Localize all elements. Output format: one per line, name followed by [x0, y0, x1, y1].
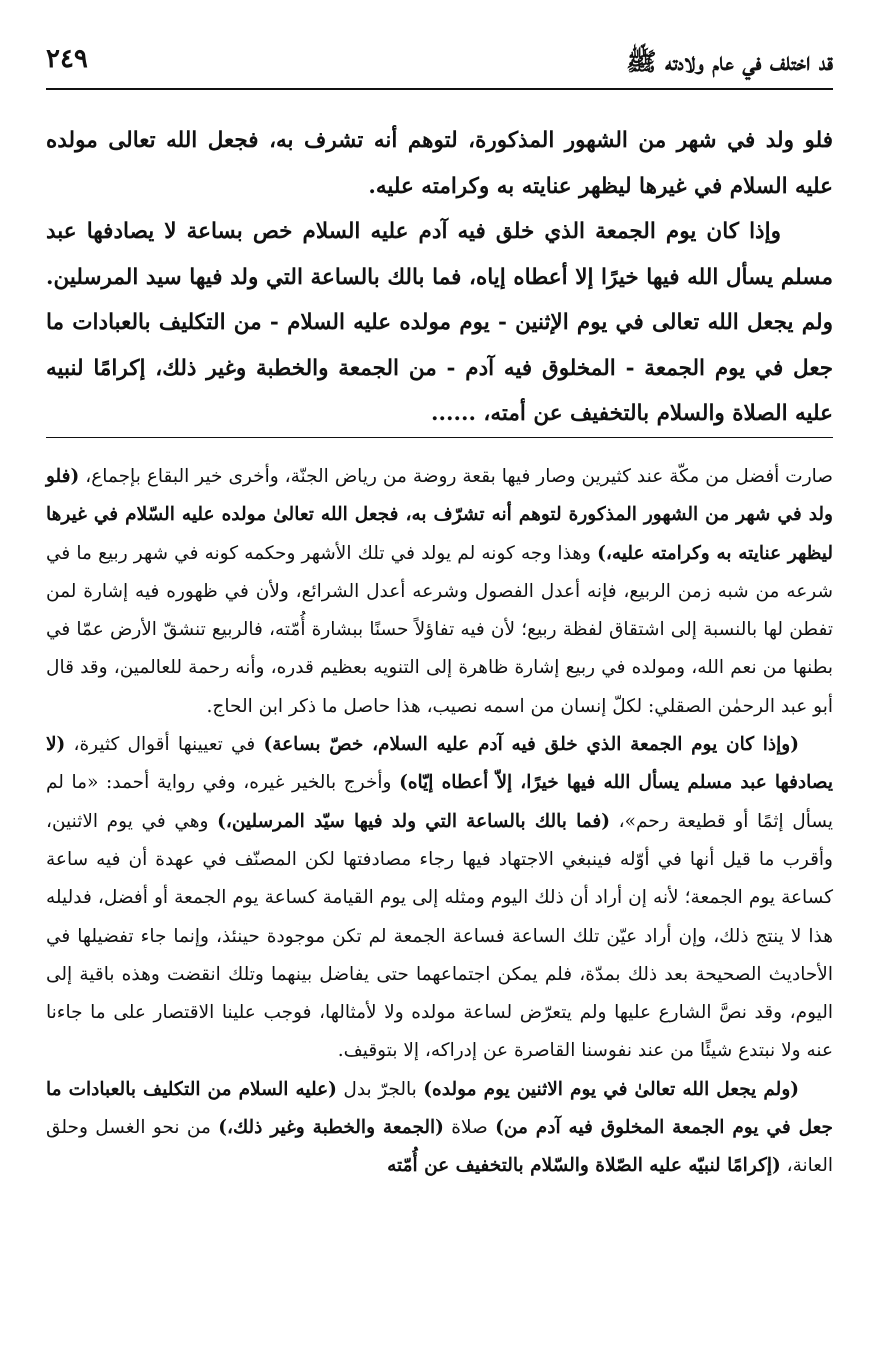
quoted-main-text: (الجمعة والخطبة وغير ذلك،) [218, 1117, 444, 1139]
quoted-main-text: (فلو ولد في شهر من الشهور المذكورة لتوهم أنه تشرّف به، فجعل الله تعالىٰ مولده عليه السّلام في غيرها ليظهر عنايته به وكرامته عليه،) [46, 466, 833, 564]
commentary-paragraph [46, 458, 833, 726]
main-text [46, 118, 833, 437]
running-title: قد اختلف في عام ولادته ﷺ [626, 47, 833, 76]
commentary-text-run: وأخرج بالخير غيره، وفي رواية أحمد: «ما لم يسأل إثمًا أو قطيعة رحم»، [46, 772, 834, 832]
quoted-main-text: (لا يصادفها عبد مسلم يسأل الله فيها خيرًا، إلاّ أعطاه إيّاه) [46, 734, 833, 794]
commentary-text-run: في تعيينها أقوال كثيرة، [65, 734, 264, 756]
main-text-paragraph: فلو ولد في شهر من الشهور المذكورة، لتوهم أنه تشرف به، فجعل الله تعالى مولده عليه السلام في غيرها ليظهر عنايته به وكرامته عليه. [46, 128, 833, 199]
page-header [46, 40, 833, 90]
page-number: ٢٤٩ [46, 44, 88, 74]
commentary-text-run: وهي في يوم الاثنين، وأقرب ما قيل أنها في أوّله فينبغي الاجتهاد فيها رجاء مصادفتها لكن المصنّف في عهدة أن فيه ساعة كساعة يوم الجمعة؛ لأنه إن أراد أن ذلك اليوم ومثله إلى يوم القيامة كساعة يوم الجمعة أو أفضل، فدليله هذا لا ينتج ذلك، وإن أراد عيّن تلك الساعة فساعة الجمعة لم تكن موجودة حينئذ، وإنما جاء تفضيلها في الأحاديث الصحيحة بعد ذلك بمدّة، فلم يمكن اجتماعهما حتى يفاضل بينهما وتلك انقضت وهذه باقية إلى اليوم، وقد نصَّ الشارع عليها ولم يتعرّض لساعة مولده ولا لأمثالها، فوجب علينا الاقتصار على ما جاءنا عنه ولا نبتدع شيئًا من عند نفوسنا القاصرة عن إدراكه، إلا بتوقيف. [46, 810, 833, 1062]
footnote-separator [46, 437, 833, 438]
commentary-paragraph [46, 1071, 833, 1186]
main-text-paragraph: وإذا كان يوم الجمعة الذي خلق فيه آدم عليه السلام خص بساعة لا يصادفها عبد مسلم يسأل الله فيها خيرًا إلا أعطاه إياه، فما بالك بالساعة التي ولد فيها سيد المرسلين. ولم يجعل الله تعالى في يوم الإثنين - يوم مولده عليه السلام - من التكليف بالعبادات ما جعل في يوم الجمعة - المخلوق فيه آدم - من الجمعة والخطبة وغير ذلك، إكرامًا لنبيه عليه الصلاة والسلام بالتخفيف عن أمته، ...... [46, 219, 833, 426]
quoted-main-text: (ولم يجعل الله تعالىٰ في يوم الاثنين يوم مولده) [423, 1078, 800, 1100]
quoted-main-text: (وإذا كان يوم الجمعة الذي خلق فيه آدم عليه السلام، خصّ بساعة) [263, 734, 799, 756]
commentary-text-run: صارت أفضل من مكّة عند كثيرين وصار فيها بقعة روضة من رياض الجنّة، وأخرى خير البقاع بإجماع، [79, 466, 833, 487]
quoted-main-text: (فما بالك بالساعة التي ولد فيها سيّد المرسلين،) [217, 810, 611, 832]
commentary-text-run: وهذا وجه كونه لم يولد في تلك الأشهر وحكمه كونه في شهر ربيع ما في شرعه من شبه زمن الربيع، فإنه أعدل الفصول وشرعه أعدل الشرائع، ولأن في ظهوره فيه إشارة لمن تفطن لها بالنسبة إلى اشتقاق لفظة ربيع؛ لأن فيه تفاؤلاً حسنًا ببشارة أُمّته، فالربيع تنشقّ الأرض عمّا في بطنها من نعم الله، ومولده في ربيع إشارة ظاهرة إلى التنويه بعظيم قدره، وأنه رحمة للعالمين، وقد قال أبو عبد الرحمٰن الصقلي: لكلّ إنسان من اسمه نصيب، هذا حاصل ما ذكر ابن الحاج. [46, 542, 833, 717]
commentary-paragraph [46, 726, 833, 1071]
commentary-text-run: بالجرّ بدل [336, 1078, 424, 1100]
commentary-text [46, 458, 833, 1186]
quoted-main-text: (إكرامًا لنبيّه عليه الصّلاة والسّلام بالتخفيف عن أُمّته [387, 1155, 781, 1177]
quoted-main-text: (عليه السلام من التكليف بالعبادات ما جعل في يوم الجمعة المخلوق فيه آدم من) [46, 1078, 833, 1139]
commentary-text-run: صلاة [443, 1117, 496, 1139]
commentary-text-run: من نحو الغسل وحلق العانة، [46, 1117, 833, 1177]
